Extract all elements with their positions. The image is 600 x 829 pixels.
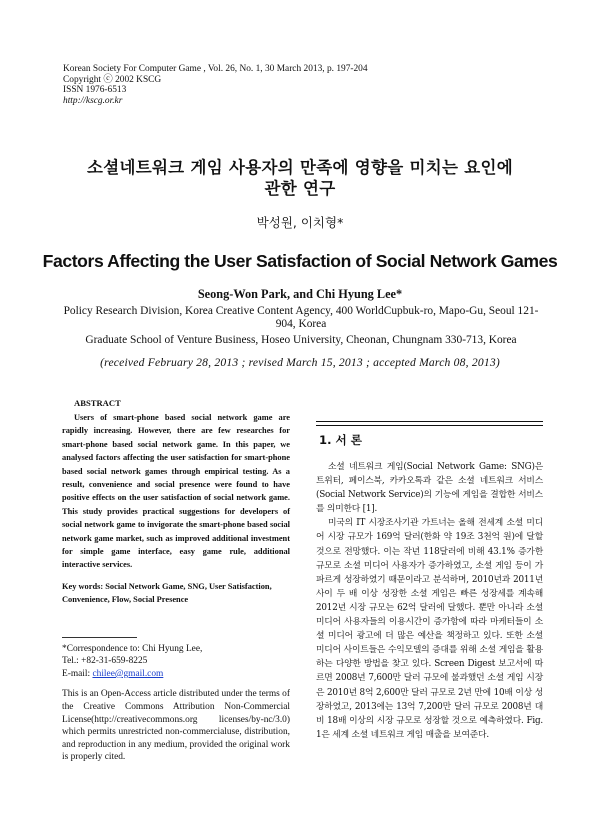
section-rule [316, 421, 543, 426]
received-dates: (received February 28, 2013 ; revised March 15, 2013 ; accepted March 08, 2013) [100, 356, 500, 369]
korean-title [40, 157, 560, 199]
korean-title-line-1: 소셜네트워크 게임 사용자의 만족에 영향을 미치는 요인에 [86, 158, 513, 177]
journal-citation: Korean Society For Computer Game , Vol. 26, No. 1, 30 March 2013, p. 197-204 [63, 64, 368, 74]
affiliation-2: Graduate School of Venture Business, Hoseo University, Cheonan, Chungnam 330-713, Korea [85, 334, 517, 346]
journal-url[interactable]: http://kscg.or.kr [63, 95, 123, 106]
footnote-divider [62, 637, 137, 638]
correspondence-name: *Correspondence to: Chi Hyung Lee, [62, 643, 203, 654]
issn: ISSN 1976-6513 [63, 85, 127, 96]
korean-authors: 박성원, 이치형* [256, 215, 344, 230]
open-access-notice: This is an Open-Access article distributed under the terms of the Creative Commons Attribution Non-Commercial License(http://creativecommons.org licenses/by-nc/3.0) which permits unrestricted non-commercialuse, distribution, and reproduction in any medium, provided the original work is properly cited. [62, 689, 290, 763]
english-title: Factors Affecting the User Satisfaction of Social Network Games [42, 251, 558, 271]
correspondence-tel: Tel.: +82-31-659-8225 [62, 656, 148, 667]
keywords: Key words: Social Network Game, SNG, User Satisfaction, Convenience, Flow, Social Presence [62, 581, 272, 605]
left-column [62, 398, 290, 764]
right-column [316, 421, 543, 742]
affiliations [62, 305, 540, 350]
correspondence-email-row [62, 668, 290, 681]
email-label: E-mail: [62, 668, 93, 679]
email-link[interactable]: chilee@gmail.com [92, 668, 164, 679]
correspondence [62, 643, 290, 681]
intro-paragraph-1: 소셜 네트워크 게임(Social Network Game: SNG)은 트위터, 페이스북, 카카오톡과 같은 소셜 네트워크 서비스(Social Network Service)의 기능에 게임을 결합한 서비스를 의미한다 [1]. [316, 462, 543, 515]
english-authors: Seong-Won Park, and Chi Hyung Lee* [197, 287, 403, 301]
copyright: Copyright ⓒ 2002 KSCG [63, 74, 162, 85]
section-title: 1. 서 론 [319, 433, 362, 447]
abstract-text: Users of smart-phone based social network game are rapidly increasing. However, there are few researches for smart-phone based social network game. In this paper, we analysed factors affecting the user satisfaction for smart-phone based social network games through empirical testing. As a result, convenience and social presence were found to have positive effects on the user satisfaction of social network game. This study provides practical suggestions for developers of social network game to invigorate the smart-phone based social network game market, such as improved additional investment for simple game interface, easy game rule, additional interactive services. [62, 413, 290, 570]
journal-header [63, 64, 368, 106]
abstract-heading: ABSTRACT [74, 398, 121, 408]
korean-title-line-2: 관한 연구 [264, 179, 336, 198]
intro-paragraph-2: 미국의 IT 시장조사기관 가트너는 올해 전세계 소셜 미디어 시장 규모가 169억 달러(한화 약 19조 3천억 원)에 달할 것으로 전망했다. 이는 작년 118달러에 비해 43.1% 증가한 규모로 소셜 미디어 사용자가 증가하였고, 소셜 게임 등이 가파르게 성장하였기 때문이라고 분석하며, 2010년과 2011년 사이 두 배 이상 성장한 소셜 게임은 빠른 성장세를 계속해 2012년 시장 규모는 62억 달러에 달했다. 뿐만 아니라 소셜 미디어 사용자들의 이용시간이 증가함에 따라 마케터들이 소셜 미디어 광고에 더 많은 예산을 책정하고 있다. 또한 소셜 미디어 사이트들은 수익모델의 증대를 위해 소셜 게임을 활용하는 다양한 방법을 찾고 있다. Screen Digest 보고서에 따르면 2008년 7,600만 달러 규모에 불과했던 소셜 게임 시장은 2010년 8억 2,600만 달러 규모로 2년 만에 10배 이상 성장하였고, 2013에는 13억 7,200만 달러 규모로 2008년 대비 18배 이상의 시장 규모로 성장할 것으로 예측하였다. Fig. 1은 세계 소셜 네트워크 게임 매출을 보여준다. [316, 518, 543, 740]
affiliation-1: Policy Research Division, Korea Creative Content Agency, 400 WorldCupbuk-ro, Mapo-Gu, Seoul 121-904, Korea [63, 305, 539, 330]
